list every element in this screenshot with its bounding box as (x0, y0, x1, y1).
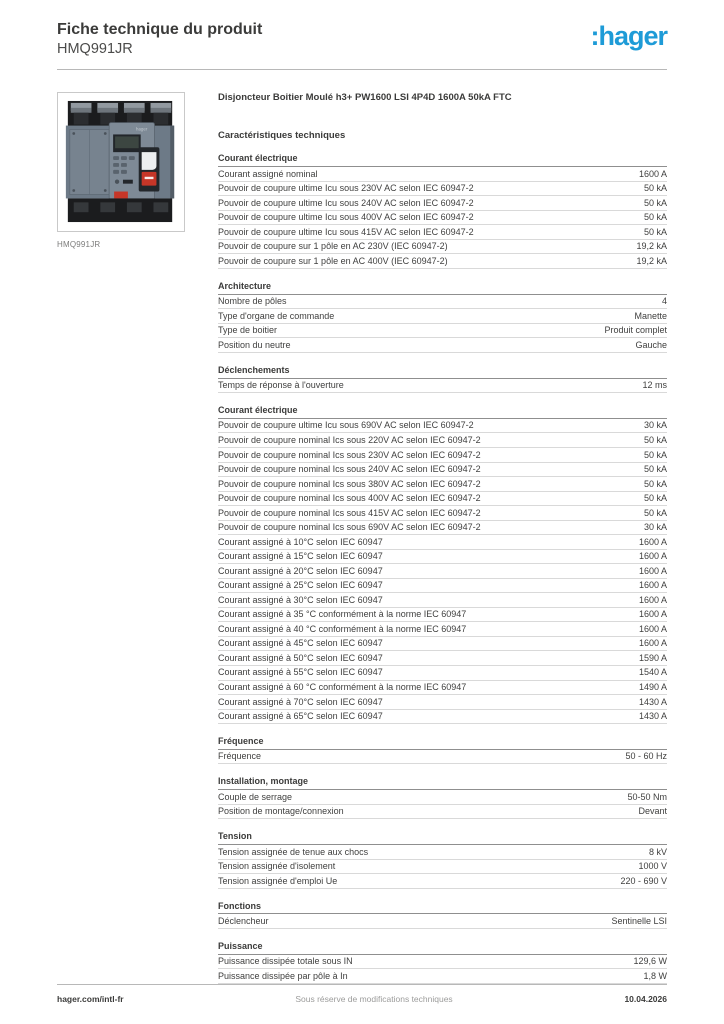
spec-label: Couple de serrage (218, 791, 293, 802)
section-heading: Installation, montage (218, 776, 667, 790)
spec-label: Pouvoir de coupure nominal Ics sous 230V AC selon IEC 60947-2 (218, 449, 481, 460)
spec-value: 12 ms (642, 380, 667, 391)
spec-value: 1490 A (638, 682, 667, 693)
spec-value: 50 kA (643, 434, 667, 445)
spec-label: Courant assigné à 55°C selon IEC 60947 (218, 667, 383, 678)
spec-value: Gauche (635, 339, 667, 350)
spec-section (218, 736, 667, 764)
spec-label: Déclencheur (218, 915, 269, 926)
spec-label: Tension assignée d'isolement (218, 861, 336, 872)
spec-label: Position du neutre (218, 339, 291, 350)
spec-label: Courant assigné à 50°C selon IEC 60947 (218, 652, 383, 663)
spec-row (218, 240, 667, 255)
section-heading: Courant électrique (218, 405, 667, 419)
spec-label: Position de montage/connexion (218, 806, 344, 817)
spec-label: Pouvoir de coupure nominal Ics sous 380V AC selon IEC 60947-2 (218, 478, 481, 489)
spec-row (218, 477, 667, 492)
spec-value: 50 kA (643, 212, 667, 223)
spec-row (218, 254, 667, 269)
spec-row (218, 651, 667, 666)
footer-date: 10.04.2026 (624, 994, 667, 1004)
spec-value: 50 kA (643, 507, 667, 518)
spec-section (218, 901, 667, 929)
section-heading: Fonctions (218, 901, 667, 915)
spec-row (218, 211, 667, 226)
spec-label: Temps de réponse à l'ouverture (218, 380, 344, 391)
section-rows (218, 419, 667, 724)
spec-row (218, 182, 667, 197)
spec-row (218, 681, 667, 696)
spec-value: 1430 A (638, 696, 667, 707)
product-image-frame (57, 92, 185, 232)
spec-value: 1000 V (638, 861, 667, 872)
spec-row (218, 955, 667, 970)
spec-label: Courant assigné à 45°C selon IEC 60947 (218, 638, 383, 649)
spec-value: 50 kA (643, 183, 667, 194)
spec-label: Courant assigné à 65°C selon IEC 60947 (218, 711, 383, 722)
section-heading: Fréquence (218, 736, 667, 750)
spec-value: 1600 A (638, 594, 667, 605)
spec-row (218, 564, 667, 579)
spec-row (218, 196, 667, 211)
spec-label: Courant assigné à 70°C selon IEC 60947 (218, 696, 383, 707)
spec-label: Courant assigné à 10°C selon IEC 60947 (218, 536, 383, 547)
spec-label: Pouvoir de coupure sur 1 pôle en AC 400V (IEC 60947-2) (218, 255, 448, 266)
footer-website: hager.com/intl-fr (57, 994, 124, 1004)
spec-row (218, 535, 667, 550)
spec-label: Courant assigné à 15°C selon IEC 60947 (218, 551, 383, 562)
spec-label: Tension assignée de tenue aux chocs (218, 846, 369, 857)
spec-section (218, 153, 667, 269)
header (57, 20, 667, 59)
spec-label: Courant assigné à 30°C selon IEC 60947 (218, 594, 383, 605)
product-reference: HMQ991JR (57, 41, 133, 57)
circuit-breaker-image (58, 93, 184, 231)
spec-value: 50 kA (643, 226, 667, 237)
spec-value: 1600 A (638, 536, 667, 547)
spec-label: Courant assigné nominal (218, 168, 318, 179)
spec-value: Devant (638, 806, 667, 817)
spec-value: 50 - 60 Hz (625, 751, 667, 762)
spec-row (218, 608, 667, 623)
spec-row (218, 874, 667, 889)
spec-section (218, 365, 667, 393)
spec-label: Courant assigné à 25°C selon IEC 60947 (218, 580, 383, 591)
spec-value: 1600 A (638, 638, 667, 649)
spec-label: Pouvoir de coupure ultime Icu sous 400V AC selon IEC 60947-2 (218, 212, 474, 223)
spec-value: 1600 A (638, 551, 667, 562)
spec-row (218, 225, 667, 240)
spec-value: 220 - 690 V (620, 875, 667, 886)
spec-value: 30 kA (643, 522, 667, 533)
spec-row (218, 969, 667, 984)
spec-value: 50 kA (643, 449, 667, 460)
spec-row (218, 419, 667, 434)
spec-value: Manette (634, 310, 667, 321)
spec-row (218, 805, 667, 820)
spec-label: Courant assigné à 40 °C conformément à la norme IEC 60947 (218, 623, 467, 634)
spec-value: 129,6 W (633, 956, 667, 967)
spec-value: 50 kA (643, 464, 667, 475)
spec-value: 1600 A (638, 609, 667, 620)
section-rows (218, 914, 667, 929)
spec-label: Courant assigné à 60 °C conformément à la norme IEC 60947 (218, 682, 467, 693)
spec-value: 50 kA (643, 197, 667, 208)
spec-row (218, 167, 667, 182)
spec-row (218, 637, 667, 652)
spec-section (218, 776, 667, 819)
page-title: Fiche technique du produit (57, 21, 263, 38)
spec-row (218, 521, 667, 536)
footer (57, 984, 667, 1004)
spec-section (218, 405, 667, 724)
spec-label: Pouvoir de coupure ultime Icu sous 690V AC selon IEC 60947-2 (218, 420, 474, 431)
spec-label: Pouvoir de coupure nominal Ics sous 400V AC selon IEC 60947-2 (218, 493, 481, 504)
body-columns (57, 92, 667, 984)
specs-column (218, 92, 667, 984)
spec-row (218, 295, 667, 310)
hager-logo: :hager (590, 21, 667, 51)
characteristics-title: Caractéristiques techniques (218, 130, 346, 142)
spec-row (218, 695, 667, 710)
spec-label: Courant assigné à 20°C selon IEC 60947 (218, 565, 383, 576)
spec-value: 19,2 kA (636, 241, 667, 252)
spec-label: Type de boitier (218, 325, 278, 336)
spec-value: 1600 A (638, 565, 667, 576)
section-rows (218, 379, 667, 394)
spec-value: 19,2 kA (636, 255, 667, 266)
section-heading: Déclenchements (218, 365, 667, 379)
section-rows (218, 955, 667, 984)
spec-section (218, 941, 667, 984)
spec-label: Puissance dissipée totale sous IN (218, 956, 353, 967)
spec-label: Courant assigné à 35 °C conformément à la norme IEC 60947 (218, 609, 467, 620)
spec-value: 4 (661, 296, 667, 307)
spec-value: 8 kV (648, 846, 667, 857)
spec-row (218, 750, 667, 765)
breaker-brand-text: hager (136, 126, 148, 132)
spec-label: Pouvoir de coupure nominal Ics sous 415V AC selon IEC 60947-2 (218, 507, 481, 518)
spec-value: Sentinelle LSI (611, 915, 667, 926)
header-divider (57, 69, 667, 70)
spec-label: Pouvoir de coupure sur 1 pôle en AC 230V (IEC 60947-2) (218, 241, 448, 252)
section-rows (218, 295, 667, 353)
spec-value: 1600 A (638, 623, 667, 634)
spec-row (218, 506, 667, 521)
spec-row (218, 860, 667, 875)
spec-row (218, 463, 667, 478)
section-heading: Puissance (218, 941, 667, 955)
spec-row (218, 710, 667, 725)
product-image-column (57, 92, 185, 984)
spec-row (218, 309, 667, 324)
spec-row (218, 914, 667, 929)
spec-row (218, 666, 667, 681)
spec-value: 1430 A (638, 711, 667, 722)
spec-section (218, 831, 667, 888)
spec-sections (218, 153, 667, 983)
spec-row (218, 379, 667, 394)
spec-value: 1,8 W (643, 970, 667, 981)
spec-value: 50 kA (643, 478, 667, 489)
spec-label: Pouvoir de coupure ultime Icu sous 230V AC selon IEC 60947-2 (218, 183, 474, 194)
spec-label: Type d'organe de commande (218, 310, 335, 321)
section-rows (218, 790, 667, 819)
section-rows (218, 845, 667, 889)
spec-value: 1600 A (638, 168, 667, 179)
spec-label: Pouvoir de coupure ultime Icu sous 240V AC selon IEC 60947-2 (218, 197, 474, 208)
spec-value: 1600 A (638, 580, 667, 591)
spec-row (218, 845, 667, 860)
spec-row (218, 492, 667, 507)
footer-row (57, 994, 667, 1004)
section-heading: Tension (218, 831, 667, 845)
spec-value: 30 kA (643, 420, 667, 431)
spec-label: Fréquence (218, 751, 262, 762)
spec-row (218, 324, 667, 339)
spec-label: Pouvoir de coupure nominal Ics sous 220V AC selon IEC 60947-2 (218, 434, 481, 445)
spec-value: Produit complet (604, 325, 667, 336)
spec-label: Pouvoir de coupure nominal Ics sous 240V AC selon IEC 60947-2 (218, 464, 481, 475)
section-rows (218, 750, 667, 765)
product-name: Disjoncteur Boitier Moulé h3+ PW1600 LSI 4P4D 1600A 50kA FTC (218, 92, 512, 103)
spec-value: 50-50 Nm (627, 791, 667, 802)
spec-row (218, 338, 667, 353)
spec-label: Puissance dissipée par pôle à In (218, 970, 348, 981)
section-rows (218, 167, 667, 269)
spec-row (218, 622, 667, 637)
spec-label: Tension assignée d'emploi Ue (218, 875, 338, 886)
spec-row (218, 550, 667, 565)
footer-divider (57, 984, 667, 985)
spec-value: 1540 A (638, 667, 667, 678)
spec-row (218, 593, 667, 608)
spec-value: 1590 A (638, 652, 667, 663)
spec-row (218, 579, 667, 594)
footer-disclaimer: Sous réserve de modifications techniques (295, 994, 453, 1004)
spec-row (218, 433, 667, 448)
spec-row (218, 448, 667, 463)
header-titles (57, 20, 262, 59)
product-image-caption: HMQ991JR (57, 240, 101, 249)
spec-label: Pouvoir de coupure nominal Ics sous 690V AC selon IEC 60947-2 (218, 522, 481, 533)
section-heading: Architecture (218, 281, 667, 295)
spec-row (218, 790, 667, 805)
section-heading: Courant électrique (218, 153, 667, 167)
spec-label: Pouvoir de coupure ultime Icu sous 415V AC selon IEC 60947-2 (218, 226, 474, 237)
spec-label: Nombre de pôles (218, 296, 287, 307)
spec-value: 50 kA (643, 493, 667, 504)
spec-section (218, 281, 667, 353)
